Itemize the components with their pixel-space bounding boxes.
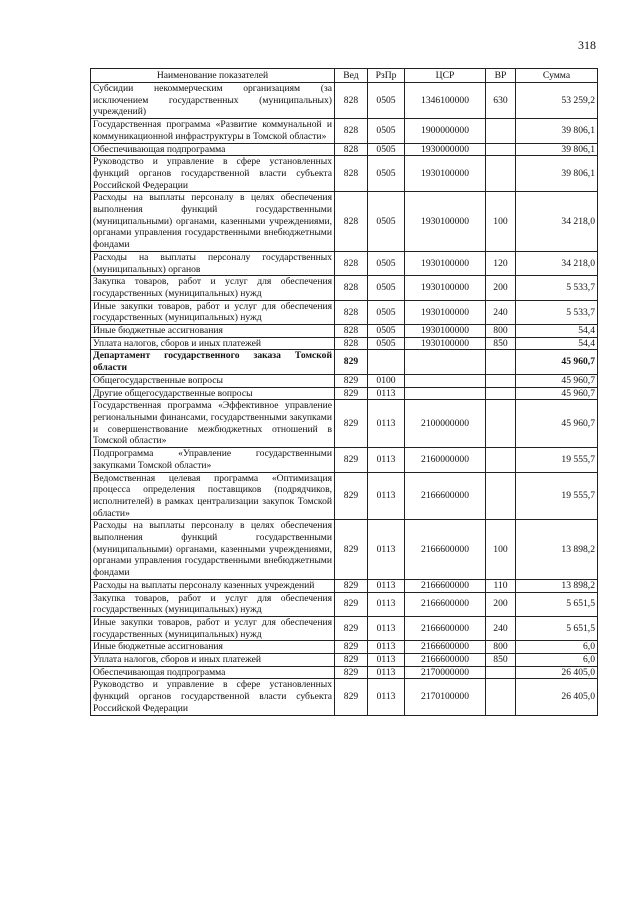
cell-name: Уплата налогов, сборов и иных платежей — [91, 654, 335, 667]
cell-name: Закупка товаров, работ и услуг для обеспечения государственных (муниципальных) нужд — [91, 592, 335, 616]
cell-sum: 39 806,1 — [516, 156, 598, 192]
table-row — [91, 251, 598, 275]
cell-sum: 53 259,2 — [516, 83, 598, 119]
cell-vr — [486, 156, 516, 192]
cell-vr — [486, 143, 516, 156]
cell-name: Ведомственная целевая программа «Оптимизация процесса определения поставщиков (подрядчиков, исполнителей) в рамках централизации закупок Томской области» — [91, 472, 335, 520]
table-row — [91, 448, 598, 472]
cell-vr — [486, 387, 516, 400]
cell-name: Руководство и управление в сфере установленных функций органов государственной власти субъекта Российской Федерации — [91, 679, 335, 715]
cell-sum: 5 533,7 — [516, 300, 598, 324]
table-row — [91, 300, 598, 324]
cell-sum: 34 218,0 — [516, 192, 598, 252]
cell-ved: 829 — [335, 641, 368, 654]
cell-sum: 6,0 — [516, 641, 598, 654]
cell-ved: 829 — [335, 579, 368, 592]
cell-vr — [486, 679, 516, 715]
cell-ved: 829 — [335, 520, 368, 580]
cell-sum: 6,0 — [516, 654, 598, 667]
table-row — [91, 83, 598, 119]
cell-csr: 2166600000 — [405, 579, 486, 592]
cell-rzpr: 0505 — [368, 143, 405, 156]
cell-csr: 2166600000 — [405, 616, 486, 640]
table-row — [91, 374, 598, 387]
cell-sum: 19 555,7 — [516, 472, 598, 520]
cell-rzpr: 0505 — [368, 337, 405, 350]
cell-rzpr: 0113 — [368, 400, 405, 448]
cell-vr: 800 — [486, 641, 516, 654]
cell-ved: 829 — [335, 666, 368, 679]
cell-csr: 1930100000 — [405, 276, 486, 300]
cell-rzpr: 0113 — [368, 592, 405, 616]
cell-rzpr: 0505 — [368, 156, 405, 192]
cell-csr — [405, 374, 486, 387]
header-vr: ВР — [486, 69, 516, 83]
cell-rzpr: 0113 — [368, 616, 405, 640]
cell-csr: 2160000000 — [405, 448, 486, 472]
table-row — [91, 520, 598, 580]
cell-sum: 19 555,7 — [516, 448, 598, 472]
cell-sum: 5 533,7 — [516, 276, 598, 300]
cell-name: Государственная программа «Эффективное управление региональными финансами, государственными закупками и совершенствование межбюджетных отношений в Томской области» — [91, 400, 335, 448]
cell-vr — [486, 472, 516, 520]
budget-table — [90, 68, 598, 716]
cell-vr: 100 — [486, 520, 516, 580]
cell-ved: 828 — [335, 192, 368, 252]
cell-vr: 240 — [486, 300, 516, 324]
table-row — [91, 192, 598, 252]
cell-vr — [486, 350, 516, 374]
cell-ved: 829 — [335, 654, 368, 667]
cell-csr: 1930100000 — [405, 325, 486, 338]
cell-csr: 2166600000 — [405, 654, 486, 667]
cell-csr: 1930100000 — [405, 300, 486, 324]
table-row — [91, 143, 598, 156]
cell-csr: 1930100000 — [405, 192, 486, 252]
cell-name: Расходы на выплаты персоналу государственных (муниципальных) органов — [91, 251, 335, 275]
cell-csr: 1930100000 — [405, 156, 486, 192]
cell-sum: 39 806,1 — [516, 143, 598, 156]
cell-ved: 828 — [335, 143, 368, 156]
cell-name: Уплата налогов, сборов и иных платежей — [91, 337, 335, 350]
cell-sum: 5 651,5 — [516, 592, 598, 616]
cell-vr — [486, 374, 516, 387]
cell-sum: 39 806,1 — [516, 119, 598, 143]
table-row — [91, 325, 598, 338]
cell-sum: 45 960,7 — [516, 387, 598, 400]
header-name: Наименование показателей — [91, 69, 335, 83]
cell-ved: 829 — [335, 679, 368, 715]
cell-name: Субсидии некоммерческим организациям (за исключением государственных (муниципальных) учреждений) — [91, 83, 335, 119]
cell-ved: 828 — [335, 325, 368, 338]
cell-ved: 829 — [335, 448, 368, 472]
cell-sum: 26 405,0 — [516, 679, 598, 715]
cell-name: Расходы на выплаты персоналу в целях обеспечения выполнения функций государственными (муниципальными) органами, казенными учреждениями, органами управления государственными внебюджетными фондами — [91, 192, 335, 252]
cell-csr: 2166600000 — [405, 641, 486, 654]
cell-vr: 630 — [486, 83, 516, 119]
cell-ved: 828 — [335, 276, 368, 300]
cell-name: Обеспечивающая подпрограмма — [91, 666, 335, 679]
cell-ved: 828 — [335, 300, 368, 324]
cell-sum: 54,4 — [516, 325, 598, 338]
cell-name: Закупка товаров, работ и услуг для обеспечения государственных (муниципальных) нужд — [91, 276, 335, 300]
table-row — [91, 679, 598, 715]
cell-ved: 829 — [335, 387, 368, 400]
header-csr: ЦСР — [405, 69, 486, 83]
header-sum: Сумма — [516, 69, 598, 83]
cell-name: Другие общегосударственные вопросы — [91, 387, 335, 400]
cell-ved: 828 — [335, 119, 368, 143]
cell-sum: 45 960,7 — [516, 400, 598, 448]
cell-rzpr: 0113 — [368, 641, 405, 654]
cell-ved: 829 — [335, 472, 368, 520]
cell-rzpr: 0113 — [368, 654, 405, 667]
cell-rzpr: 0113 — [368, 520, 405, 580]
cell-vr: 120 — [486, 251, 516, 275]
cell-csr: 2166600000 — [405, 520, 486, 580]
table-row — [91, 472, 598, 520]
cell-name: Департамент государственного заказа Томской области — [91, 350, 335, 374]
cell-csr: 1930100000 — [405, 337, 486, 350]
cell-sum: 5 651,5 — [516, 616, 598, 640]
cell-name: Иные бюджетные ассигнования — [91, 325, 335, 338]
cell-vr: 800 — [486, 325, 516, 338]
table-row — [91, 350, 598, 374]
cell-ved: 829 — [335, 616, 368, 640]
cell-vr: 200 — [486, 592, 516, 616]
cell-rzpr: 0505 — [368, 325, 405, 338]
cell-ved: 829 — [335, 374, 368, 387]
cell-rzpr: 0505 — [368, 300, 405, 324]
cell-ved: 829 — [335, 592, 368, 616]
cell-vr: 110 — [486, 579, 516, 592]
cell-sum: 45 960,7 — [516, 374, 598, 387]
cell-vr: 850 — [486, 654, 516, 667]
cell-sum: 13 898,2 — [516, 520, 598, 580]
cell-sum: 54,4 — [516, 337, 598, 350]
table-row — [91, 616, 598, 640]
cell-name: Иные бюджетные ассигнования — [91, 641, 335, 654]
cell-ved: 828 — [335, 337, 368, 350]
table-row — [91, 641, 598, 654]
table-row — [91, 666, 598, 679]
cell-name: Иные закупки товаров, работ и услуг для обеспечения государственных (муниципальных) нужд — [91, 616, 335, 640]
cell-rzpr: 0113 — [368, 579, 405, 592]
cell-vr — [486, 400, 516, 448]
table-row — [91, 579, 598, 592]
cell-csr: 1930000000 — [405, 143, 486, 156]
cell-rzpr: 0505 — [368, 83, 405, 119]
cell-csr: 2170100000 — [405, 679, 486, 715]
table-row — [91, 119, 598, 143]
cell-rzpr: 0505 — [368, 276, 405, 300]
cell-rzpr: 0113 — [368, 666, 405, 679]
cell-csr: 1346100000 — [405, 83, 486, 119]
table-body — [91, 83, 598, 716]
cell-csr: 2170000000 — [405, 666, 486, 679]
cell-csr — [405, 387, 486, 400]
cell-name: Расходы на выплаты персоналу казенных учреждений — [91, 579, 335, 592]
cell-csr: 2166600000 — [405, 472, 486, 520]
cell-vr: 240 — [486, 616, 516, 640]
cell-vr — [486, 119, 516, 143]
cell-ved: 828 — [335, 251, 368, 275]
cell-vr: 100 — [486, 192, 516, 252]
cell-rzpr: 0505 — [368, 192, 405, 252]
cell-rzpr: 0505 — [368, 251, 405, 275]
cell-csr: 2100000000 — [405, 400, 486, 448]
cell-rzpr: 0113 — [368, 387, 405, 400]
cell-sum: 45 960,7 — [516, 350, 598, 374]
cell-rzpr — [368, 350, 405, 374]
cell-sum: 13 898,2 — [516, 579, 598, 592]
cell-csr: 1930100000 — [405, 251, 486, 275]
cell-name: Обеспечивающая подпрограмма — [91, 143, 335, 156]
cell-name: Расходы на выплаты персоналу в целях обеспечения выполнения функций государственными (муниципальными) органами, казенными учреждениями, органами управления государственными внебюджетными фондами — [91, 520, 335, 580]
table-row — [91, 592, 598, 616]
cell-ved: 828 — [335, 156, 368, 192]
cell-csr — [405, 350, 486, 374]
table-row — [91, 156, 598, 192]
page-number: 318 — [578, 38, 596, 52]
cell-ved: 829 — [335, 350, 368, 374]
cell-rzpr: 0113 — [368, 472, 405, 520]
cell-name: Подпрограмма «Управление государственными закупками Томской области» — [91, 448, 335, 472]
header-ved: Вед — [335, 69, 368, 83]
table-row — [91, 387, 598, 400]
header-rzpr: РзПр — [368, 69, 405, 83]
cell-name: Государственная программа «Развитие коммунальной и коммуникационной инфраструктуры в Томской области» — [91, 119, 335, 143]
cell-csr: 2166600000 — [405, 592, 486, 616]
cell-vr: 850 — [486, 337, 516, 350]
cell-rzpr: 0100 — [368, 374, 405, 387]
cell-name: Иные закупки товаров, работ и услуг для обеспечения государственных (муниципальных) нужд — [91, 300, 335, 324]
table-row — [91, 337, 598, 350]
table-header-row — [91, 69, 598, 83]
table-row — [91, 276, 598, 300]
table-row — [91, 654, 598, 667]
cell-sum: 34 218,0 — [516, 251, 598, 275]
cell-rzpr: 0505 — [368, 119, 405, 143]
cell-ved: 828 — [335, 83, 368, 119]
cell-ved: 829 — [335, 400, 368, 448]
cell-vr: 200 — [486, 276, 516, 300]
cell-rzpr: 0113 — [368, 448, 405, 472]
cell-csr: 1900000000 — [405, 119, 486, 143]
cell-name: Руководство и управление в сфере установленных функций органов государственной власти субъекта Российской Федерации — [91, 156, 335, 192]
cell-name: Общегосударственные вопросы — [91, 374, 335, 387]
table-row — [91, 400, 598, 448]
cell-vr — [486, 448, 516, 472]
cell-sum: 26 405,0 — [516, 666, 598, 679]
cell-vr — [486, 666, 516, 679]
cell-rzpr: 0113 — [368, 679, 405, 715]
